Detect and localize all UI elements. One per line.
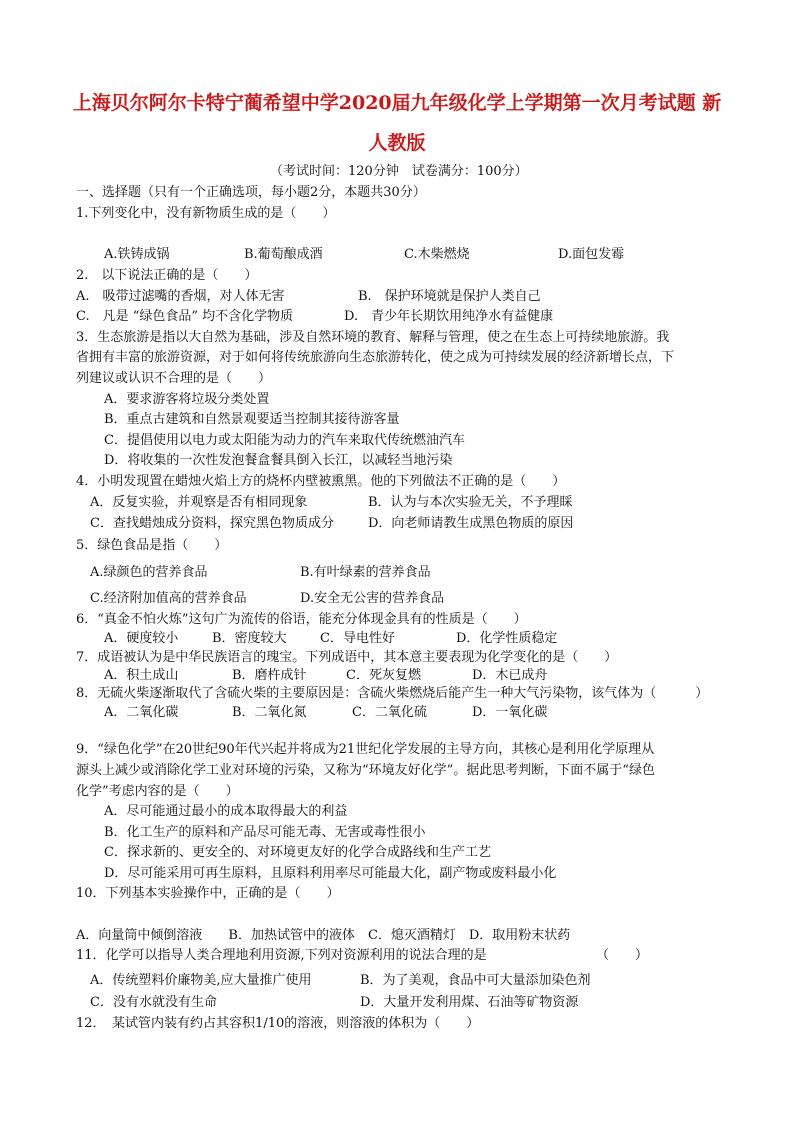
q2-option-b: B. 保护环境就是保护人类自己: [358, 289, 541, 304]
q9-option-b: B．化工生产的原料和产品尽可能无毒、无害或毒性很小: [104, 825, 426, 840]
q5-option-d: D.安全无公害的营养食品: [300, 591, 445, 606]
q6-option-a: A．硬度较小: [104, 631, 179, 646]
section-heading: 一、选择题（只有一个正确选项，每小题2分，本题共30分）: [76, 185, 426, 200]
q4-option-a: A．反复实验，并观察是否有相同现象: [90, 495, 308, 510]
q11-option-d: D．大量开发利用煤、石油等矿物资源: [360, 995, 579, 1010]
q3-option-d: D．将收集的一次性发泡餐盒餐具倒入长江，以减轻当地污染: [104, 453, 453, 468]
q5-option-c: C.经济附加值高的营养食品: [90, 591, 247, 606]
q3-option-b: B．重点古建筑和自然景观要适当控制其接待游客量: [104, 412, 400, 427]
q4-stem: 4．小明发现置在蜡烛火焰上方的烧杯内壁被熏黑。他的下列做法不正确的是（ ）: [76, 474, 566, 489]
q8-option-b: B．二氧化氮: [232, 705, 307, 720]
title-line-2: 人教版: [368, 132, 426, 154]
q9-option-c: C．探求新的、更安全的、对环境更友好的化学合成路线和生产工艺: [104, 845, 491, 860]
q11-option-b: B．为了美观，食品中可大量添加染色剂: [360, 973, 591, 988]
q7-option-c: C．死灰复燃: [346, 668, 421, 683]
q9-stem-2: 源头上减少或消除化学工业对环境的污染，又称为“环境友好化学”。据此思考判断，下面不属于“绿色: [76, 763, 655, 778]
q7-stem: 7．成语被认为是中华民族语言的瑰宝。下列成语中，其本意主要表现为化学变化的是（ ）: [76, 650, 618, 665]
q4-option-d: D．向老师请教生成黑色物质的原因: [368, 516, 574, 531]
q7-option-d: D．木已成舟: [472, 668, 548, 683]
q1-option-c: C.木柴燃烧: [404, 247, 470, 262]
q3-stem-1: 3．生态旅游是指以大自然为基础，涉及自然环境的教育、解释与管理，使之在生态上可持续地旅游。我: [76, 330, 670, 345]
exam-info: （考试时间：120分钟 试卷满分：100分）: [270, 164, 528, 179]
q5-option-a: A.绿颜色的营养食品: [90, 565, 208, 580]
q9-stem-1: 9．“绿色化学”在20世纪90年代兴起并将成为21世纪化学发展的主导方向，其核心是利用化学原理从: [76, 742, 655, 757]
q6-option-d: D．化学性质稳定: [456, 631, 558, 646]
q11-option-c: C．没有水就没有生命: [90, 995, 217, 1010]
q10-stem: 10．下列基本实验操作中，正确的是（ ）: [76, 886, 340, 901]
q8-option-a: A．二氧化碳: [104, 705, 179, 720]
q8-stem: 8．无硫火柴逐渐取代了含硫火柴的主要原因是：含硫火柴燃烧后能产生一种大气污染物，该气体为（ ）: [76, 686, 709, 701]
q9-option-a: A．尽可能通过最小的成本取得最大的利益: [104, 804, 348, 819]
q5-option-b: B.有叶绿素的营养食品: [300, 565, 431, 580]
q7-option-b: B．磨杵成针: [232, 668, 307, 683]
q3-stem-3: 列建议或认识不合理的是（ ）: [76, 371, 272, 386]
q5-stem: 5．绿色食品是指（ ）: [76, 538, 228, 553]
q3-option-a: A．要求游客将垃圾分类处置: [104, 392, 270, 407]
q2-option-c: C. 凡是 “绿色食品” 均不含化学物质: [76, 309, 294, 324]
q6-option-c: C．导电性好: [320, 631, 395, 646]
q9-option-d: D．尽可能采用可再生原料，且原料利用率尽可能最大化，副产物或废料最小化: [104, 866, 557, 881]
q1-option-a: A.铁铸成锅: [104, 247, 170, 262]
q2-option-a: A. 吸带过滤嘴的香烟，对人体无害: [76, 289, 285, 304]
q7-option-a: A．积土成山: [104, 668, 179, 683]
q8-option-c: C．二氧化硫: [352, 705, 427, 720]
q1-option-b: B.葡萄酿成酒: [244, 247, 323, 262]
q2-option-d: D. 青少年长期饮用纯净水有益健康: [344, 309, 554, 324]
q1-option-d: D.面包发霉: [558, 247, 625, 262]
q9-stem-3: 化学”考虑内容的是（ ）: [76, 784, 239, 799]
q12-stem: 12． 某试管内装有约占其容积1/10的溶液，则溶液的体积为（ ）: [76, 1016, 480, 1031]
q3-option-c: C．提倡使用以电力或太阳能为动力的汽车来取代传统燃油汽车: [104, 433, 465, 448]
q10-options: A．向量筒中倾倒溶液 B．加热试管中的液体 C．熄灭酒精灯 D．取用粉末状药: [76, 928, 571, 943]
q6-option-b: B．密度较大: [212, 631, 287, 646]
title-line-1: 上海贝尔阿尔卡特宁蔺希望中学2020届九年级化学上学期第一次月考试题 新: [72, 92, 722, 114]
q4-option-c: C．查找蜡烛成分资料，探究黑色物质成分: [90, 516, 334, 531]
q11-paren: （ ）: [596, 948, 649, 963]
q3-stem-2: 省拥有丰富的旅游资源，对于如何将传统旅游向生态旅游转化，使之成为可持续发展的经济新增长点，下: [76, 350, 675, 365]
q6-stem: 6．“真金不怕火炼”这句广为流传的俗语，能充分体现金具有的性质是（ ）: [76, 612, 527, 627]
q8-option-d: D．一氧化碳: [472, 705, 548, 720]
q11-stem: 11．化学可以指导人类合理地利用资源,下列对资源利用的说法合理的是: [76, 948, 487, 963]
q2-stem: 2. 以下说法正确的是（ ）: [76, 268, 258, 283]
q11-option-a: A．传统塑料价廉物美,应大量推广使用: [90, 973, 312, 988]
q1-stem: 1.下列变化中，没有新物质生成的是（ ）: [76, 206, 336, 221]
q4-option-b: B．认为与本次实验无关，不予理睬: [368, 495, 573, 510]
